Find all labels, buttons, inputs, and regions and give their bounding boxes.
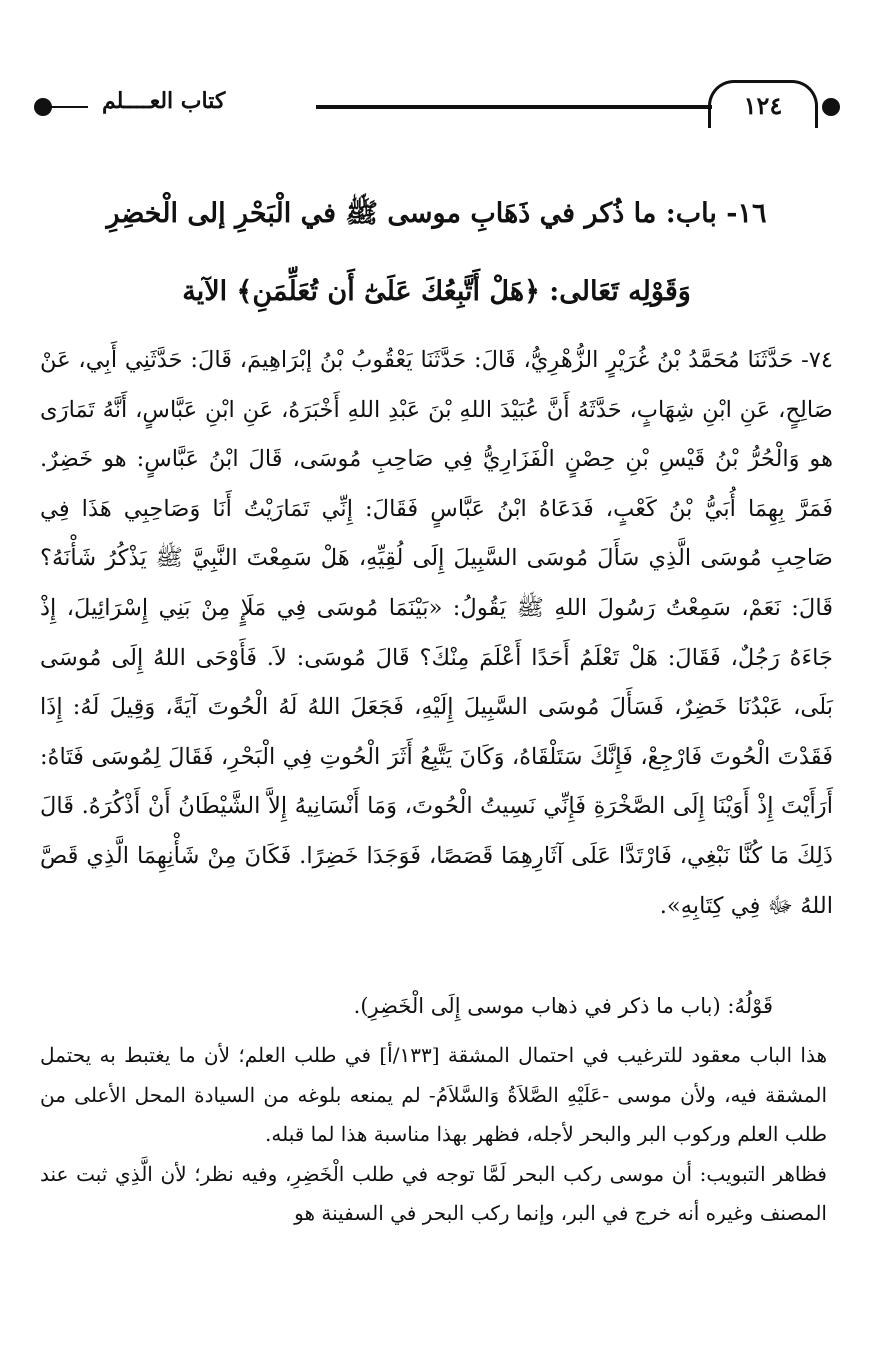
commentary-body — [40, 1036, 833, 1234]
ornament-dot-right — [822, 98, 840, 116]
commentary-heading: قَوْلُهُ: (باب ما ذكر في ذهاب موسى إِلَى الْخَضِرِ). — [353, 994, 773, 1018]
verse-line: وَقَوْلِه تَعَالى: ﴿هَلْ أَتَّبِعُكَ عَلَىٰٓ أَن تُعَلِّمَنِ﴾ الآية — [182, 276, 691, 307]
page-header — [26, 80, 834, 136]
header-rule-right — [316, 105, 712, 109]
running-title: كتاب العــــلم — [102, 88, 226, 114]
commentary-paragraph: فظاهر التبويب: أن موسى ركب البحر لَمَّا توجه في طلب الْخَضِرِ، وفيه نظر؛ لأن الَّذِي ثبت عند المصنف وغيره أنه خرج في البر، وإنما ركب البحر في السفينة هو — [40, 1161, 827, 1226]
commentary-paragraph: هذا الباب معقود للترغيب في احتمال المشقة [١٣٣/أ] في طلب العلم؛ لأن ما يغتبط به يحتمل المشقة فيه، ولأن موسى -عَلَيْهِ الصَّلاَةُ وَالسَّلاَمُ- لم يمنعه بلوغه من السيادة المحل الأعلى من طلب العلم وركوب البر والبحر لأجله، فظهر بهذا مناسبة هذا لما قبله. — [40, 1043, 827, 1147]
hadith-text: ٧٤- حَدَّثَنَا مُحَمَّدُ بْنُ غُرَيْرٍ الزُّهْرِيُّ، قَالَ: حَدَّثَنَا يَعْقُوبُ بْنُ إبْرَاهِيمَ، قَالَ: حَدَّثَنِي أَبِي، عَنْ صَالِحٍ، عَنِ ابْنِ شِهَابٍ، حَدَّثَهُ أَنَّ عُبَيْدَ اللهِ بْنَ عَبْدِ اللهِ أَخْبَرَهُ، عَنِ ابْنِ عَبَّاسٍ، أَنَّهُ تَمَارَى هو وَالْحُرُّ بْنُ قَيْسِ بْنِ حِصْنٍ الْفَزَارِيُّ فِي صَاحِبِ مُوسَى، قَالَ ابْنُ عَبَّاسٍ: هو خَضِرٌ. فَمَرَّ بِهِمَا أُبَيُّ بْنُ كَعْبٍ، فَدَعَاهُ ابْنُ عَبَّاسٍ فَقَالَ: إِنِّي تَمَارَيْتُ أَنَا وَصَاحِبِي هَذَا فِي صَاحِبِ مُوسَى الَّذِي سَأَلَ مُوسَى السَّبِيلَ إِلَى لُقِيِّهِ، هَلْ سَمِعْتَ النَّبِيَّ ﷺ يَذْكُرُ شَأْنَهُ؟ قَالَ: نَعَمْ، سَمِعْتُ رَسُولَ اللهِ ﷺ يَقُولُ: «بَيْنَمَا مُوسَى فِي مَلَإٍ مِنْ بَنِي إِسْرَائِيلَ، إِذْ جَاءَهُ رَجُلٌ، فَقَالَ: هَلْ تَعْلَمُ أَحَدًا أَعْلَمَ مِنْكَ؟ قَالَ مُوسَى: لاَ. فَأَوْحَى اللهُ إِلَى مُوسَى بَلَى، عَبْدُنَا خَضِرٌ، فَسَأَلَ مُوسَى السَّبِيلَ إِلَيْهِ، فَجَعَلَ اللهُ لَهُ الْحُوتَ آيَةً، وَقِيلَ لَهُ: إِذَا فَقَدْتَ الْحُوتَ فَارْجِعْ، فَإِنَّكَ سَتَلْقَاهُ، وَكَانَ يَتَّبِعُ أَثَرَ الْحُوتِ فِي الْبَحْرِ، فَقَالَ لِمُوسَى فَتَاهُ: أَرَأَيْتَ إِذْ أَوَيْنَا إِلَى الصَّخْرَةِ فَإِنِّي نَسِيتُ الْحُوتَ، وَمَا أَنْسَانِيهُ إِلاَّ الشَّيْطَانُ أَنْ أَذْكُرَهُ. قَالَ ذَلِكَ مَا كُنَّا نَبْغِي، فَارْتَدَّا عَلَى آثَارِهِمَا قَصَصًا، فَوَجَدَا خَضِرًا. فَكَانَ مِنْ شَأْنِهِمَا الَّذِي قَصَّ اللهُ ﷻ فِي كِتَابِهِ». — [40, 347, 834, 919]
chapter-title: ١٦- باب: ما ذُكر في ذَهَابِ موسى ﷺ في الْبَحْرِ إلى الْخضِرِ — [106, 198, 767, 229]
header-rule-left — [48, 106, 88, 108]
page-number: ١٢٤ — [708, 80, 818, 128]
